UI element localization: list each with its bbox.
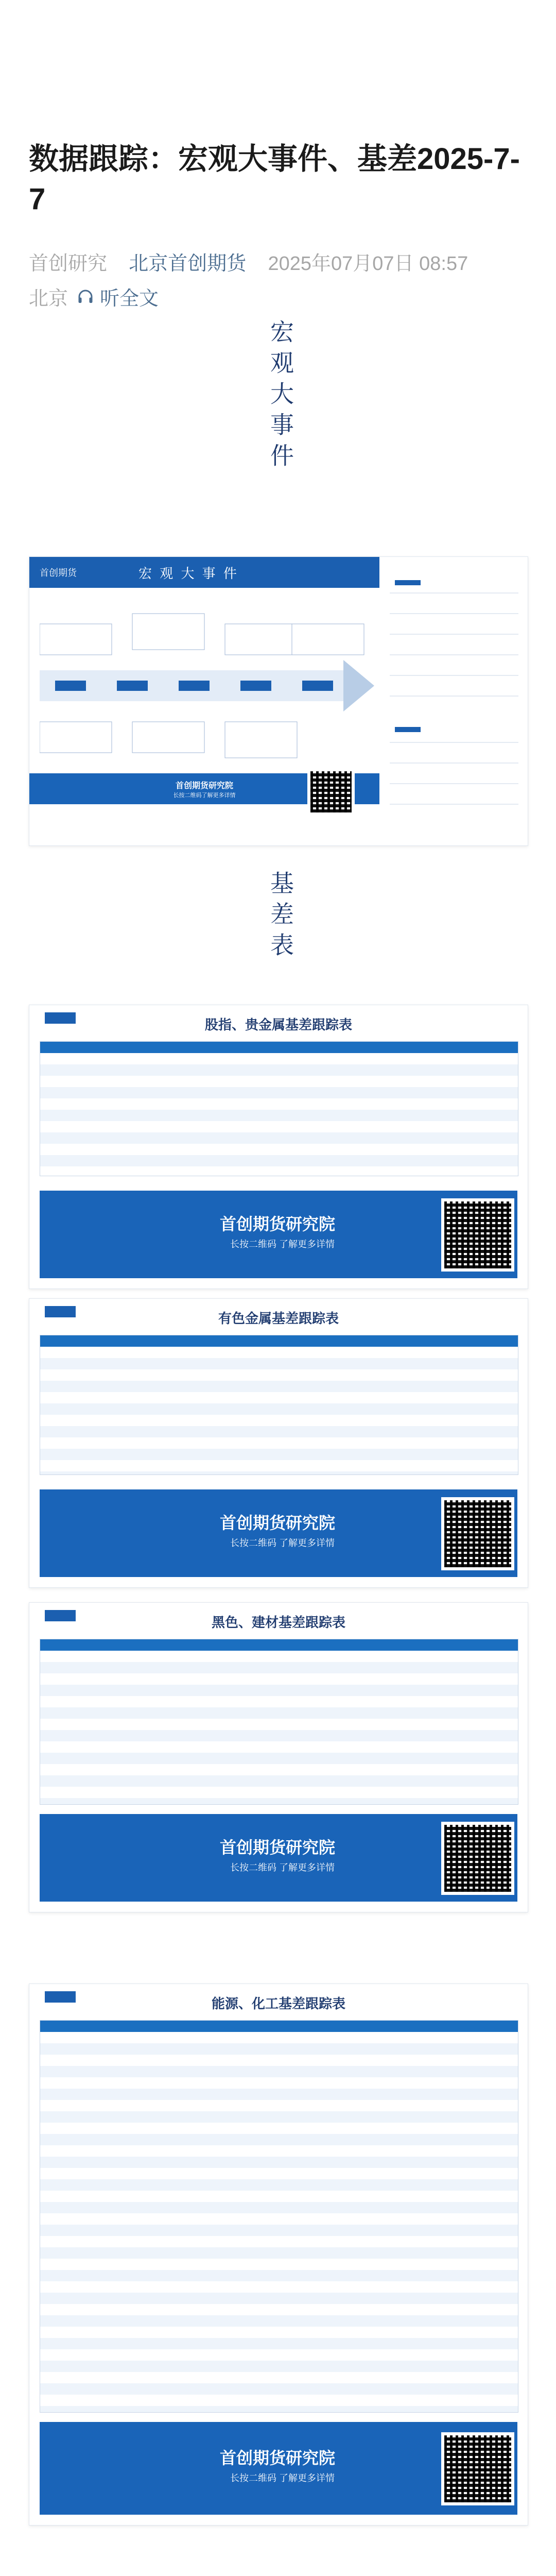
footer-org: 首创期货研究院	[220, 2449, 336, 2467]
basis-table-image-2	[29, 1298, 528, 1588]
macro-events-image	[29, 556, 528, 846]
table-grid	[40, 1639, 518, 1805]
article-meta-line2	[29, 282, 159, 311]
macro-timeline	[40, 608, 374, 763]
table-footer	[40, 1814, 517, 1902]
table-grid	[40, 2020, 518, 2413]
footer-sub: 长按二维码 了解更多详情	[230, 1862, 335, 1873]
macro-footer-sub: 长按二维码了解更多详情	[173, 792, 236, 799]
macro-side-list	[390, 572, 518, 830]
article-datetime: 2025年07月07日 08:57	[268, 253, 468, 275]
table-grid	[40, 1041, 518, 1176]
table-footer	[40, 1489, 517, 1577]
qr-code	[441, 1497, 514, 1570]
footer-org: 首创期货研究院	[220, 1514, 336, 1532]
basis-section-heading: 基差表	[267, 871, 294, 963]
table-title: 黑色、建材基差跟踪表	[211, 1615, 345, 1630]
article-meta	[29, 247, 468, 276]
article-source: 首创研究	[29, 253, 108, 275]
footer-sub: 长按二维码 了解更多详情	[230, 1538, 335, 1548]
qr-code	[441, 1822, 514, 1895]
article-region: 北京	[29, 288, 68, 310]
listen-button[interactable]	[76, 282, 159, 311]
table-title: 股指、贵金属基差跟踪表	[204, 1017, 352, 1032]
article-org-link[interactable]: 北京首创期货	[129, 253, 247, 275]
footer-sub: 长按二维码 了解更多详情	[230, 2473, 335, 2483]
basis-table-image-4	[29, 1984, 528, 2526]
macro-section-heading: 宏观大事件	[267, 319, 294, 474]
basis-table-image-3	[29, 1602, 528, 1912]
article-title: 数据跟踪：宏观大事件、基差2025-7-7	[29, 142, 520, 216]
qr-code	[441, 2432, 514, 2505]
footer-org: 首创期货研究院	[220, 1838, 336, 1857]
footer-sub: 长按二维码 了解更多详情	[230, 1239, 335, 1249]
footer-org: 首创期货研究院	[220, 1215, 336, 1233]
macro-banner: 宏 观 大 事 件	[138, 565, 239, 581]
table-grid	[40, 1335, 518, 1475]
macro-qr-code	[307, 768, 355, 816]
macro-brand: 首创期货	[40, 568, 77, 578]
macro-footer-org: 首创期货研究院	[175, 781, 233, 790]
table-footer	[40, 1191, 517, 1278]
listen-label: 听全文	[100, 288, 159, 310]
basis-table-image-1	[29, 1005, 528, 1289]
table-title: 能源、化工基差跟踪表	[211, 1996, 345, 2011]
qr-code	[441, 1198, 514, 1272]
table-footer	[40, 2422, 517, 2515]
table-title: 有色金属基差跟踪表	[218, 1311, 339, 1326]
headphones-icon	[76, 287, 95, 306]
